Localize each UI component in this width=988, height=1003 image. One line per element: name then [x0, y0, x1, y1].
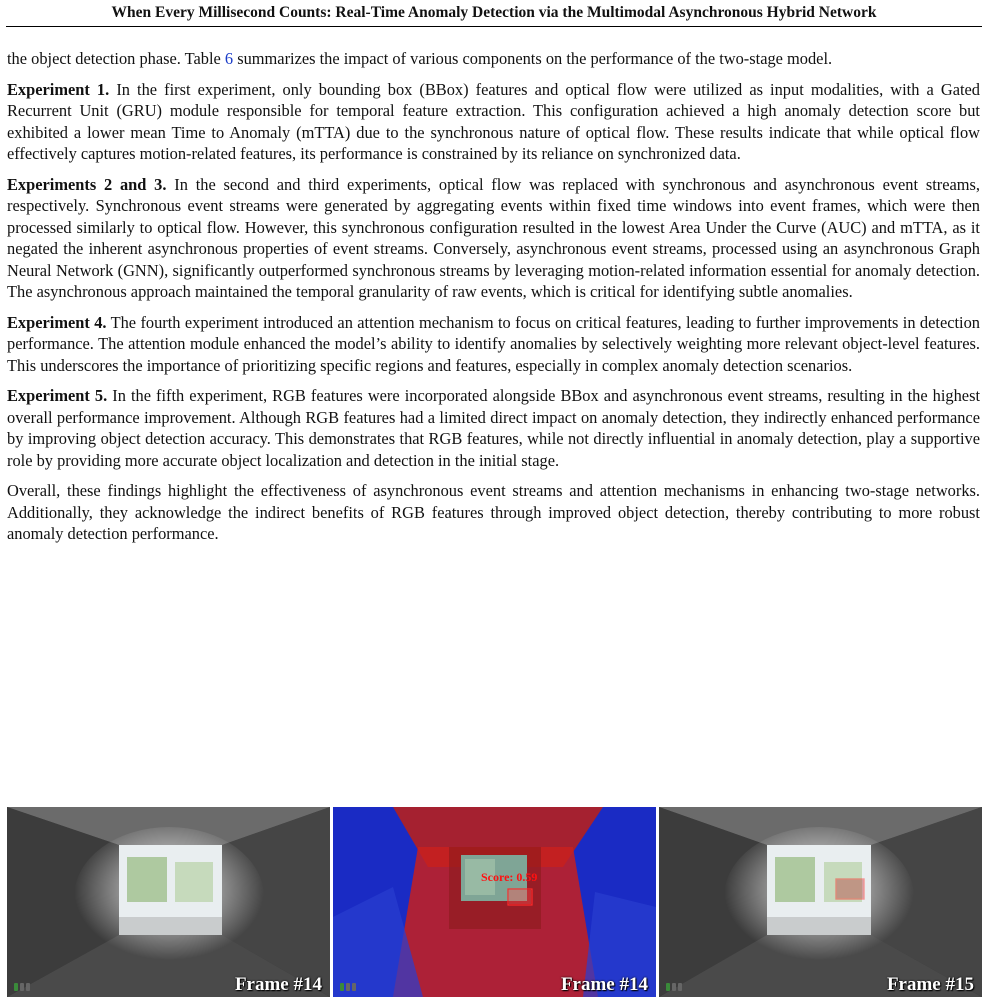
tunnel-image-rgb — [7, 807, 330, 997]
running-header: When Every Millisecond Counts: Real-Time Anomaly Detection via the Multimodal Asynchronous Hybrid Network — [111, 4, 877, 21]
header-rule — [6, 26, 982, 27]
rgb-frame-panel — [7, 807, 330, 997]
traffic-light-icon — [665, 980, 685, 994]
tunnel-image-rgb-detection — [659, 807, 982, 997]
event-frame-panel — [333, 807, 656, 997]
body-text — [7, 48, 980, 554]
paragraph-lead: Experiment 1. — [7, 79, 110, 99]
traffic-light-icon — [13, 980, 33, 994]
paragraph-experiment-4: Experiment 4. The fourth experiment introduced an attention mechanism to focus on critical features, leading to further improvements in detection performance. The attention module enhanced the model’s ability to identify anomalies by selectively weighting more relevant object-level features. This underscores the importance of prioritizing specific regions and features, especially in complex anomaly detection scenarios. — [7, 312, 980, 375]
figure-frames — [7, 807, 983, 997]
frame-label: Frame #14 — [560, 974, 648, 995]
paragraph-lead: Experiment 5. — [7, 386, 108, 405]
rgb-frame-panel-detection — [659, 807, 982, 997]
paragraph-experiments-2-3: Experiments 2 and 3. In the second and third experiments, optical flow was replaced with synchronous and asynchronous event streams, respectively. Synchronous event streams were generated by aggregating events within fixed time windows into event frames, which were then processed similarly to optical flow. However, this synchronous configuration resulted in the lowest Area Under the Curve (AUC) and mTTA, as it negated the inherent asynchronous properties of event streams. Conversely, asynchronous event streams, processed using an asynchronous Graph Neural Network (GNN), significantly outperformed synchronous streams by leveraging motion-related information essential for anomaly detection. The asynchronous approach maintained the temporal granularity of raw events, which is critical for identifying subtle anomalies. — [7, 174, 980, 301]
paragraph-lead: Experiments 2 and 3. — [7, 174, 167, 194]
tunnel-image-events — [333, 807, 656, 997]
paragraph-experiment-5: Experiment 5. In the fifth experiment, RGB features were incorporated alongside BBox and asynchronous event streams, resulting in the highest overall performance improvement. Although RGB features had a limited direct impact on anomaly detection, they indirectly enhanced performance by improving object detection accuracy. This demonstrates that RGB features, while not directly influential in anomaly detection, play a supportive role by providing more accurate object localization and detection in the initial stage. — [7, 386, 981, 470]
paragraph-lead: Experiment 4. — [7, 312, 107, 332]
paragraph-intro: the object detection phase. Table 6 summarizes the impact of various components on the performance of the two-stage model. — [7, 49, 833, 68]
table-reference-link[interactable]: 6 — [224, 49, 234, 68]
frame-label: Frame #15 — [886, 974, 974, 995]
frame-label: Frame #14 — [234, 974, 322, 995]
anomaly-score-label: Score: 0.59 — [481, 870, 538, 884]
paragraph-overall: Overall, these findings highlight the effectiveness of asynchronous event streams and attention mechanisms in enhancing two-stage networks. Additionally, they acknowledge the indirect benefits of RGB features through improved object detection, thereby contributing to more robust anomaly detection performance. — [7, 481, 980, 543]
paragraph-experiment-1: Experiment 1. In the first experiment, only bounding box (BBox) features and optical flow were utilized as input modalities, with a Gated Recurrent Unit (GRU) module responsible for temporal feature extraction. This configuration achieved a high anomaly detection score but exhibited a lower mean Time to Anomaly (mTTA) due to the synchronous nature of optical flow. These results indicate that while optical flow effectively captures motion-related features, its performance is constrained by its reliance on synchronized data. — [7, 79, 980, 163]
traffic-light-icon — [339, 980, 359, 994]
